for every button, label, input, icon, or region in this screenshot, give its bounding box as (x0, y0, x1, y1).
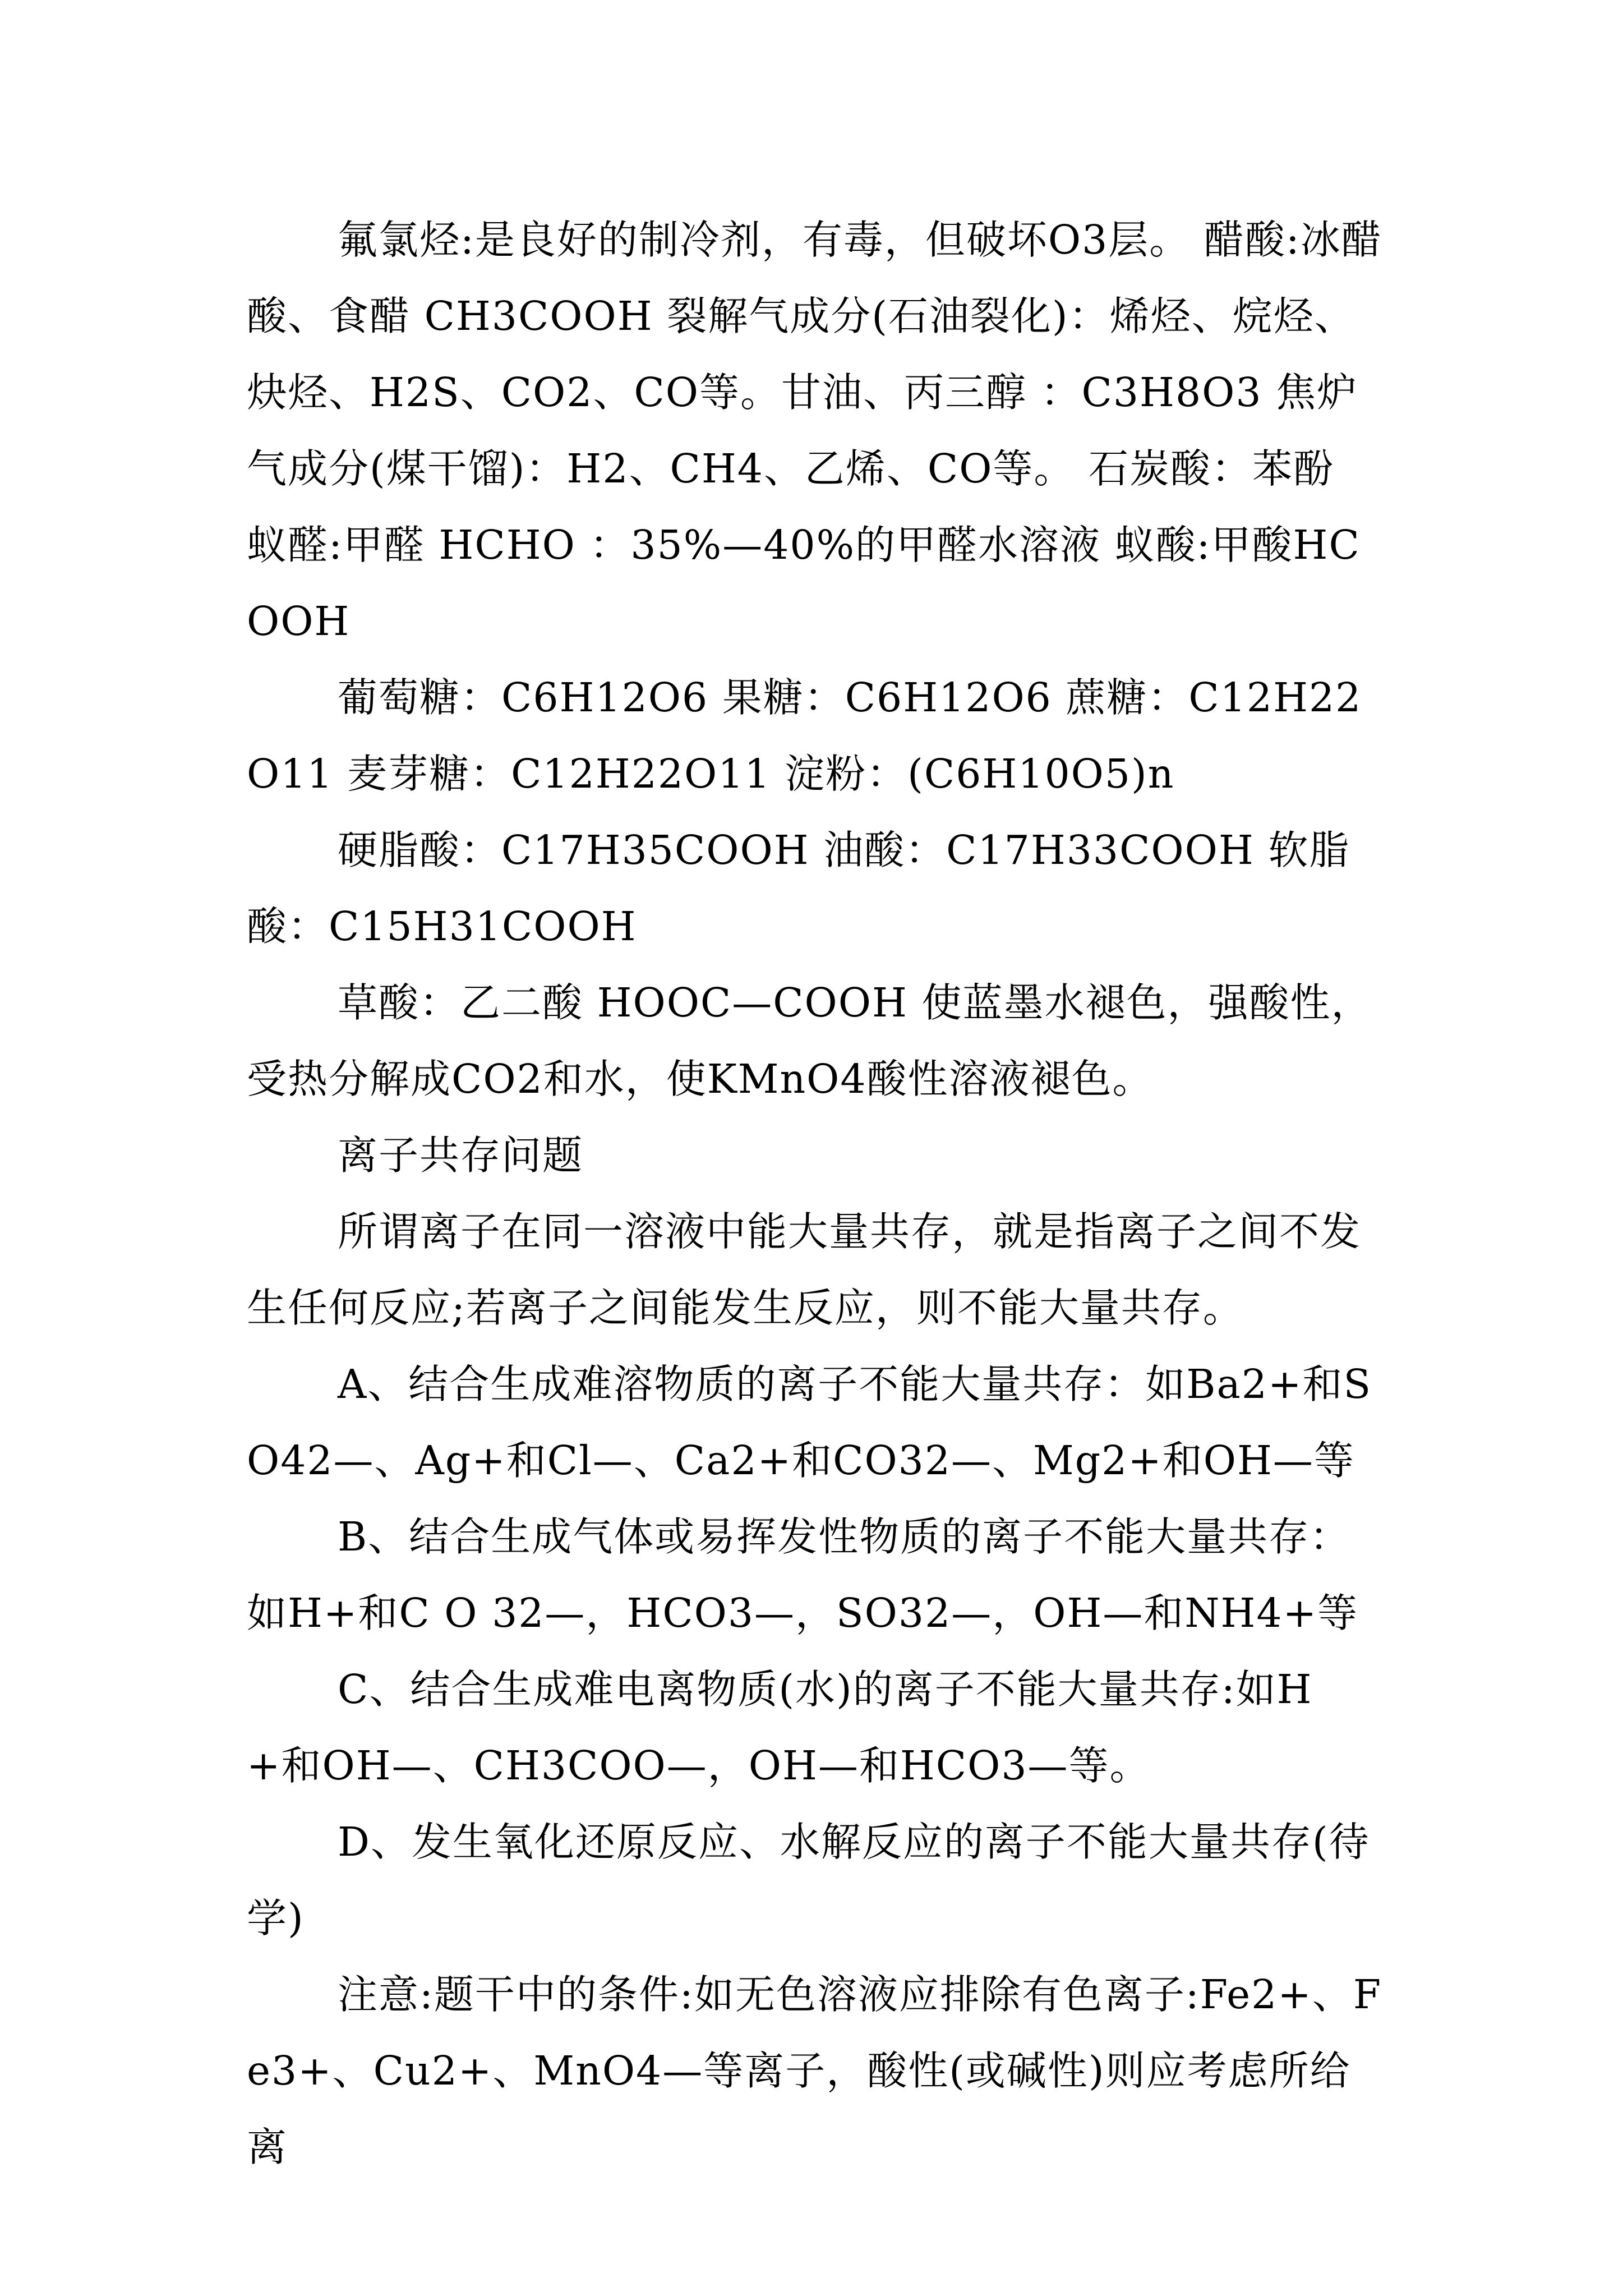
paragraph-ion-definition: 所谓离子在同一溶液中能大量共存，就是指离子之间不发生任何反应;若离子之间能发生反应，则不能大量共存。 (247, 1208, 1362, 1331)
paragraph-fatty-acids: 硬脂酸：C17H35COOH 油酸：C17H33COOH 软脂酸：C15H31COOH (247, 827, 1350, 950)
paragraph-organic-names: 氟氯烃:是良好的制冷剂，有毒，但破坏O3层。 醋酸:冰醋酸、食醋 CH3COOH 裂解气成分(石油裂化)：烯烃、烷烃、炔烃、H2S、CO2、CO等。甘油、丙三醇 ：C3H8O3 焦炉气成分(煤干馏)：H2、CH4、乙烯、CO等。 石炭酸：苯酚 蚁醛:甲醛 HCHO ：35%—40%的甲醛水溶液 蚁酸:甲酸HCOOH (247, 217, 1382, 645)
paragraph-rule-d: D、发生氧化还原反应、水解反应的离子不能大量共存(待学) (247, 1819, 1370, 1941)
document-body (247, 202, 1382, 2185)
paragraph-rule-c: C、结合生成难电离物质(水)的离子不能大量共存:如H+和OH—、CH3COO—，OH—和HCO3—等。 (247, 1666, 1313, 1789)
paragraph-note: 注意:题干中的条件:如无色溶液应排除有色离子:Fe2+、Fe3+、Cu2+、MnO4—等离子，酸性(或碱性)则应考虑所给离 (247, 1971, 1382, 2170)
paragraph-rule-b: B、结合生成气体或易挥发性物质的离子不能大量共存：如H+和C O 32—，HCO3—，SO32—，OH—和NH4+等 (247, 1513, 1359, 1636)
paragraph-oxalic-acid: 草酸：乙二酸 HOOC—COOH 使蓝墨水褪色，强酸性，受热分解成CO2和水，使KMnO4酸性溶液褪色。 (247, 979, 1372, 1102)
paragraph-rule-a: A、结合生成难溶物质的离子不能大量共存：如Ba2+和SO42—、Ag+和Cl—、Ca2+和CO32—、Mg2+和OH—等 (247, 1361, 1372, 1484)
section-heading-ion-coexistence: 离子共存问题 (338, 1132, 584, 1179)
paragraph-sugars: 葡萄糖：C6H12O6 果糖：C6H12O6 蔗糖：C12H22O11 麦芽糖：C12H22O11 淀粉：(C6H10O5)n (247, 674, 1362, 797)
